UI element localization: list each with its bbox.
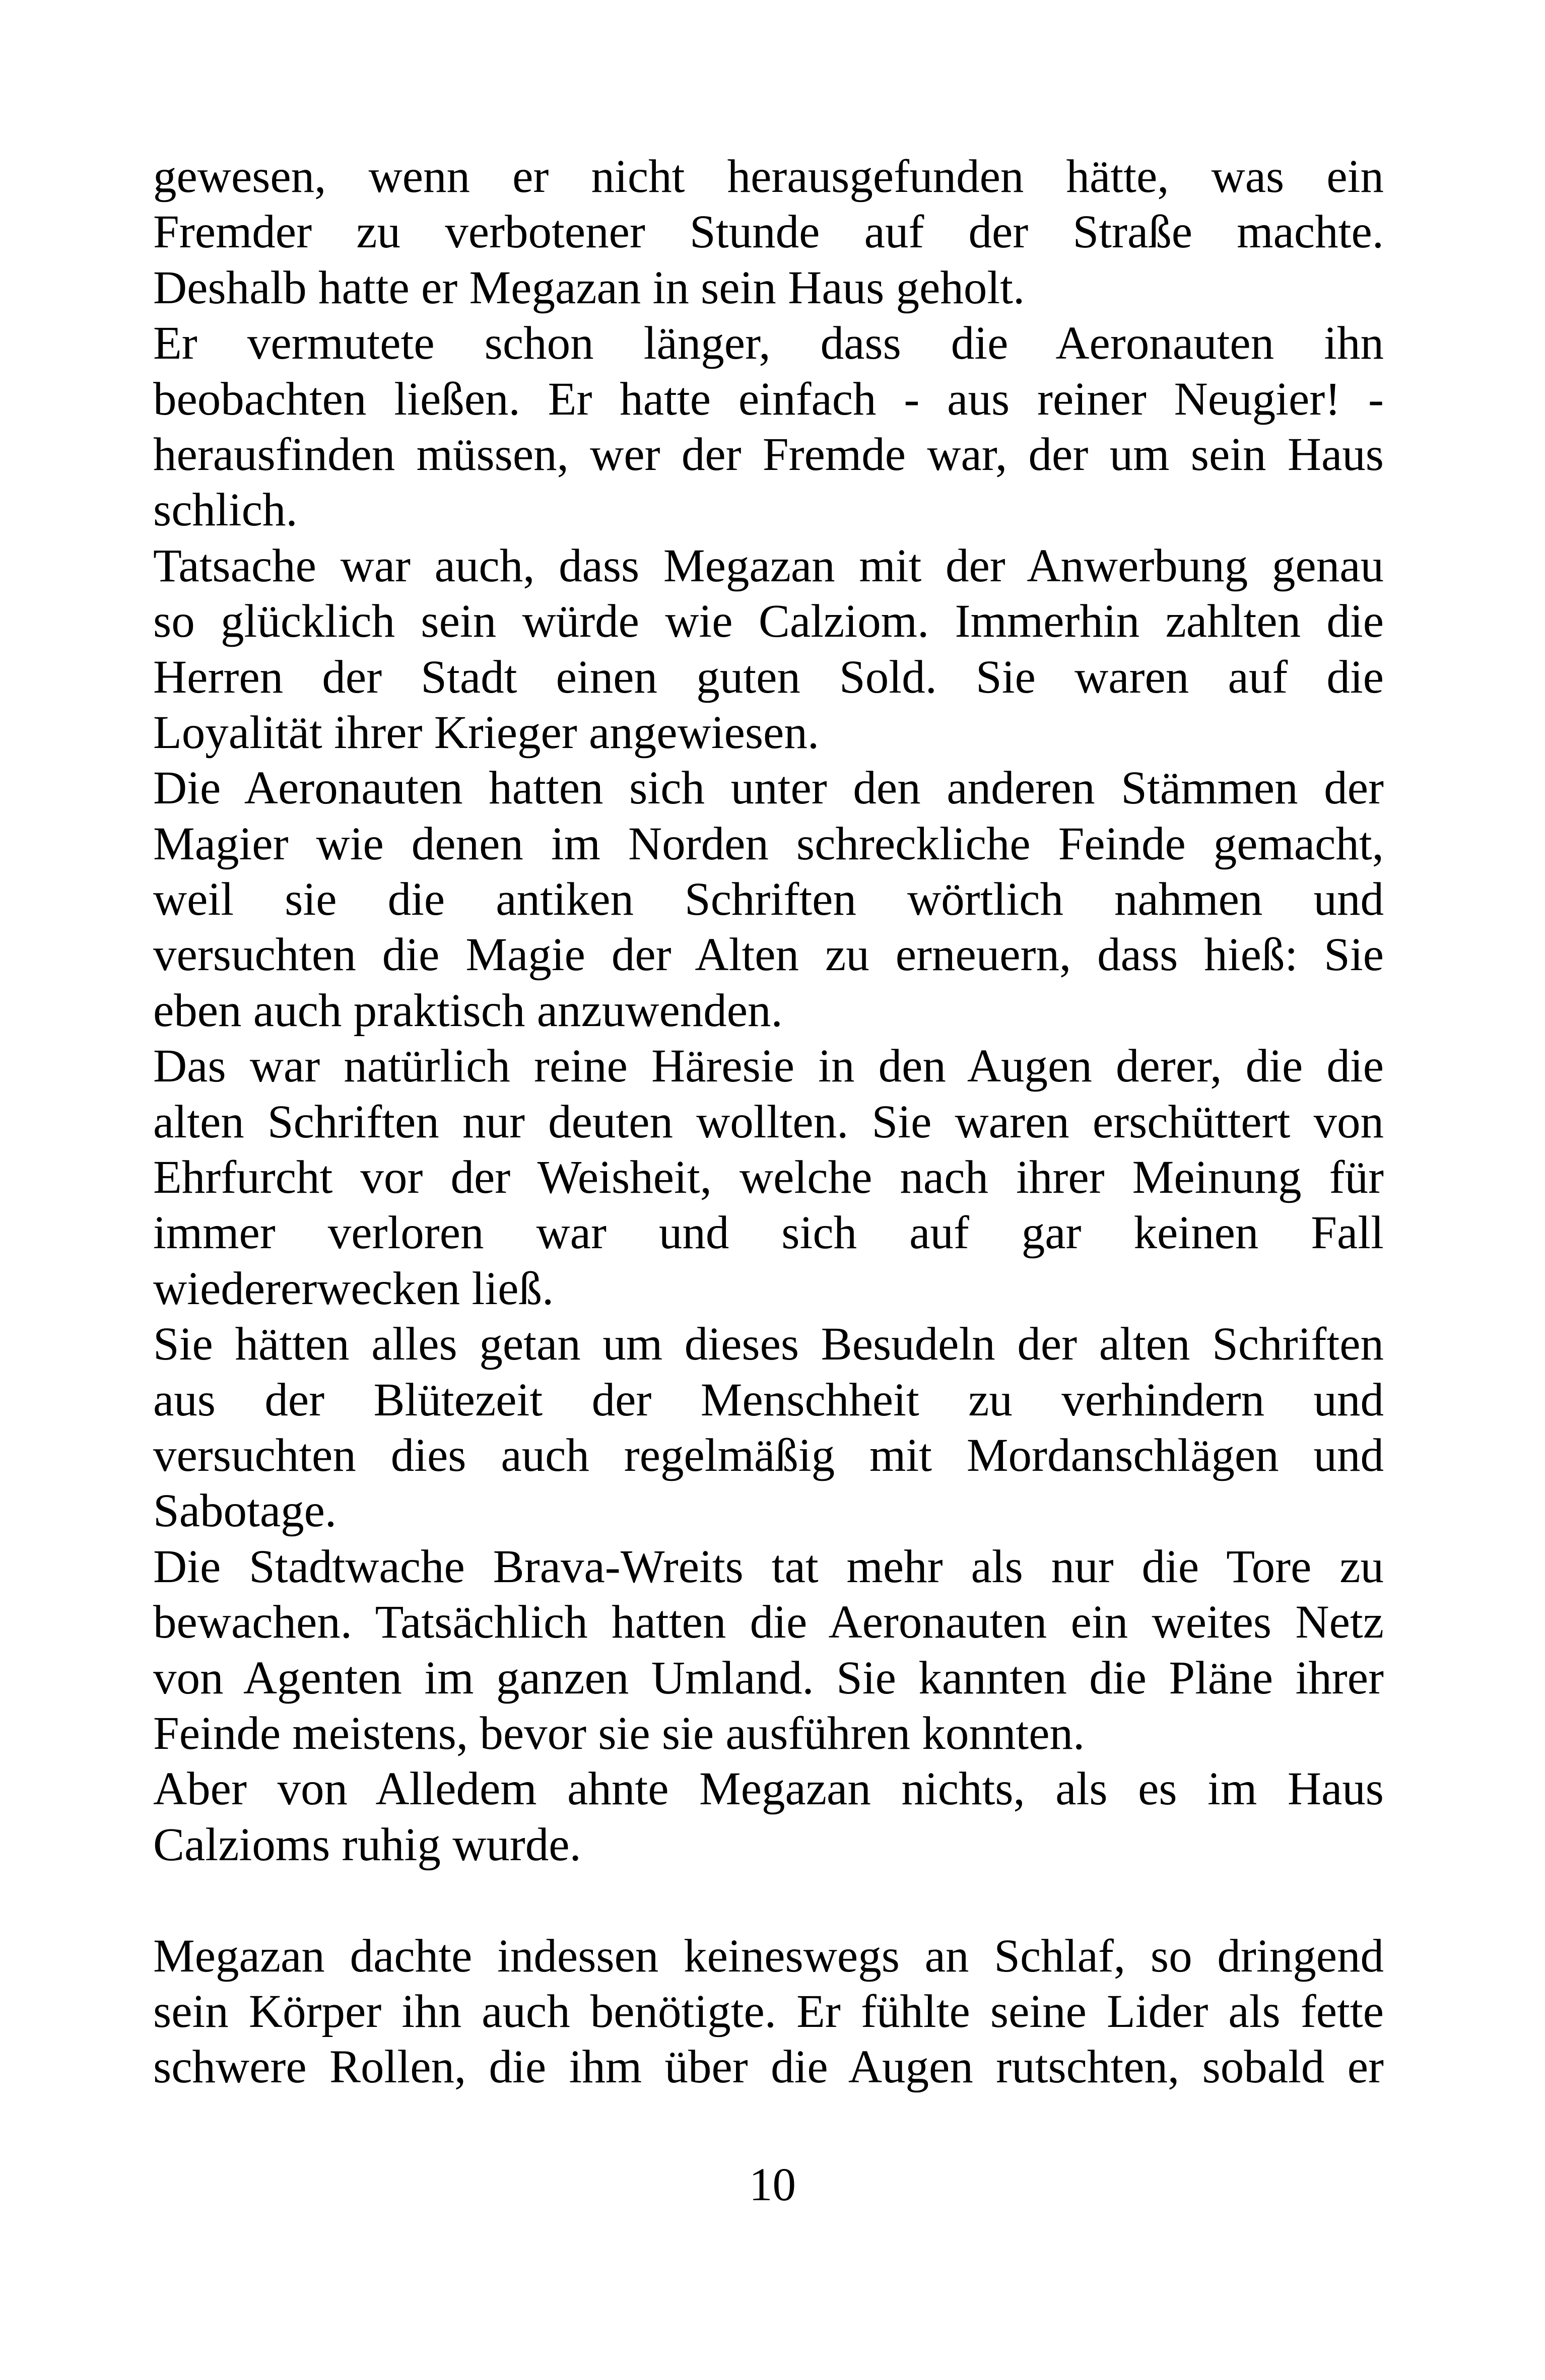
text-line: bewachen. Tatsächlich hatten die Aeronauten ein weites Netz	[153, 1596, 1384, 1649]
text-line: beobachten ließen. Er hatte einfach - aus reiner Neugier! -	[153, 373, 1384, 425]
paragraph	[153, 1761, 1384, 1873]
text-line: Die Aeronauten hatten sich unter den anderen Stämmen der	[153, 762, 1384, 814]
text-line: Deshalb hatte er Megazan in sein Haus geholt.	[153, 261, 1025, 314]
text-line: versuchten die Magie der Alten zu erneuern, dass hieß: Sie	[153, 929, 1384, 981]
text-line: gewesen, wenn er nicht herausgefunden hätte, was ein	[153, 151, 1384, 202]
text-line: Feinde meistens, bevor sie sie ausführen konnten.	[153, 1707, 1085, 1759]
paragraph	[153, 1539, 1384, 1762]
text-line: Magier wie denen im Norden schreckliche Feinde gemacht,	[153, 818, 1384, 870]
text-line: aus der Blütezeit der Menschheit zu verhindern und	[153, 1374, 1384, 1426]
paragraph	[153, 1317, 1384, 1539]
text-line: Ehrfurcht vor der Weisheit, welche nach ihrer Meinung für	[153, 1151, 1384, 1204]
text-line: sein Körper ihn auch benötigte. Er fühlte seine Lider als fette	[153, 1985, 1384, 2037]
text-line: Das war natürlich reine Häresie in den Augen derer, die die	[153, 1040, 1384, 1093]
paragraph	[153, 1039, 1384, 1317]
body-text	[153, 149, 1384, 2095]
paragraph	[153, 1929, 1384, 2095]
text-line: schlich.	[153, 484, 298, 536]
text-line: herausfinden müssen, wer der Fremde war, der um sein Haus	[153, 428, 1384, 481]
text-line: Die Stadtwache Brava-Wreits tat mehr als nur die Tore zu	[153, 1540, 1384, 1593]
page-number: 10	[749, 2159, 796, 2211]
text-line: Sabotage.	[153, 1485, 337, 1537]
text-line: versuchten dies auch regelmäßig mit Mordanschlägen und	[153, 1429, 1384, 1481]
blank-line	[153, 1873, 1384, 1928]
text-line: von Agenten im ganzen Umland. Sie kannten die Pläne ihrer	[153, 1652, 1384, 1704]
paragraph	[153, 761, 1384, 1039]
paragraph	[153, 316, 1384, 538]
text-line: Fremder zu verbotener Stunde auf der Straße machte.	[153, 206, 1384, 258]
paragraph	[153, 538, 1384, 761]
text-line: immer verloren war und sich auf gar keinen Fall	[153, 1207, 1384, 1259]
text-line: weil sie die antiken Schriften wörtlich nahmen und	[153, 873, 1384, 926]
text-line: schwere Rollen, die ihm über die Augen rutschten, sobald er	[153, 2041, 1384, 2093]
text-line: Loyalität ihrer Krieger angewiesen.	[153, 706, 820, 759]
text-line: wiedererwecken ließ.	[153, 1262, 554, 1315]
text-line: Calzioms ruhig wurde.	[153, 1818, 581, 1871]
text-line: Megazan dachte indessen keineswegs an Schlaf, so dringend	[153, 1930, 1384, 1982]
text-line: Herren der Stadt einen guten Sold. Sie waren auf die	[153, 651, 1384, 703]
text-line: so glücklich sein würde wie Calziom. Immerhin zahlten die	[153, 595, 1384, 648]
text-line: Aber von Alledem ahnte Megazan nichts, als es im Haus	[153, 1763, 1384, 1815]
text-line: Sie hätten alles getan um dieses Besudeln der alten Schriften	[153, 1318, 1384, 1371]
paragraph	[153, 149, 1384, 316]
text-line: Tatsache war auch, dass Megazan mit der Anwerbung genau	[153, 539, 1384, 592]
text-line: alten Schriften nur deuten wollten. Sie waren erschüttert von	[153, 1096, 1384, 1148]
text-line: eben auch praktisch anzuwenden.	[153, 984, 783, 1037]
text-line: Er vermutete schon länger, dass die Aeronauten ihn	[153, 317, 1384, 370]
